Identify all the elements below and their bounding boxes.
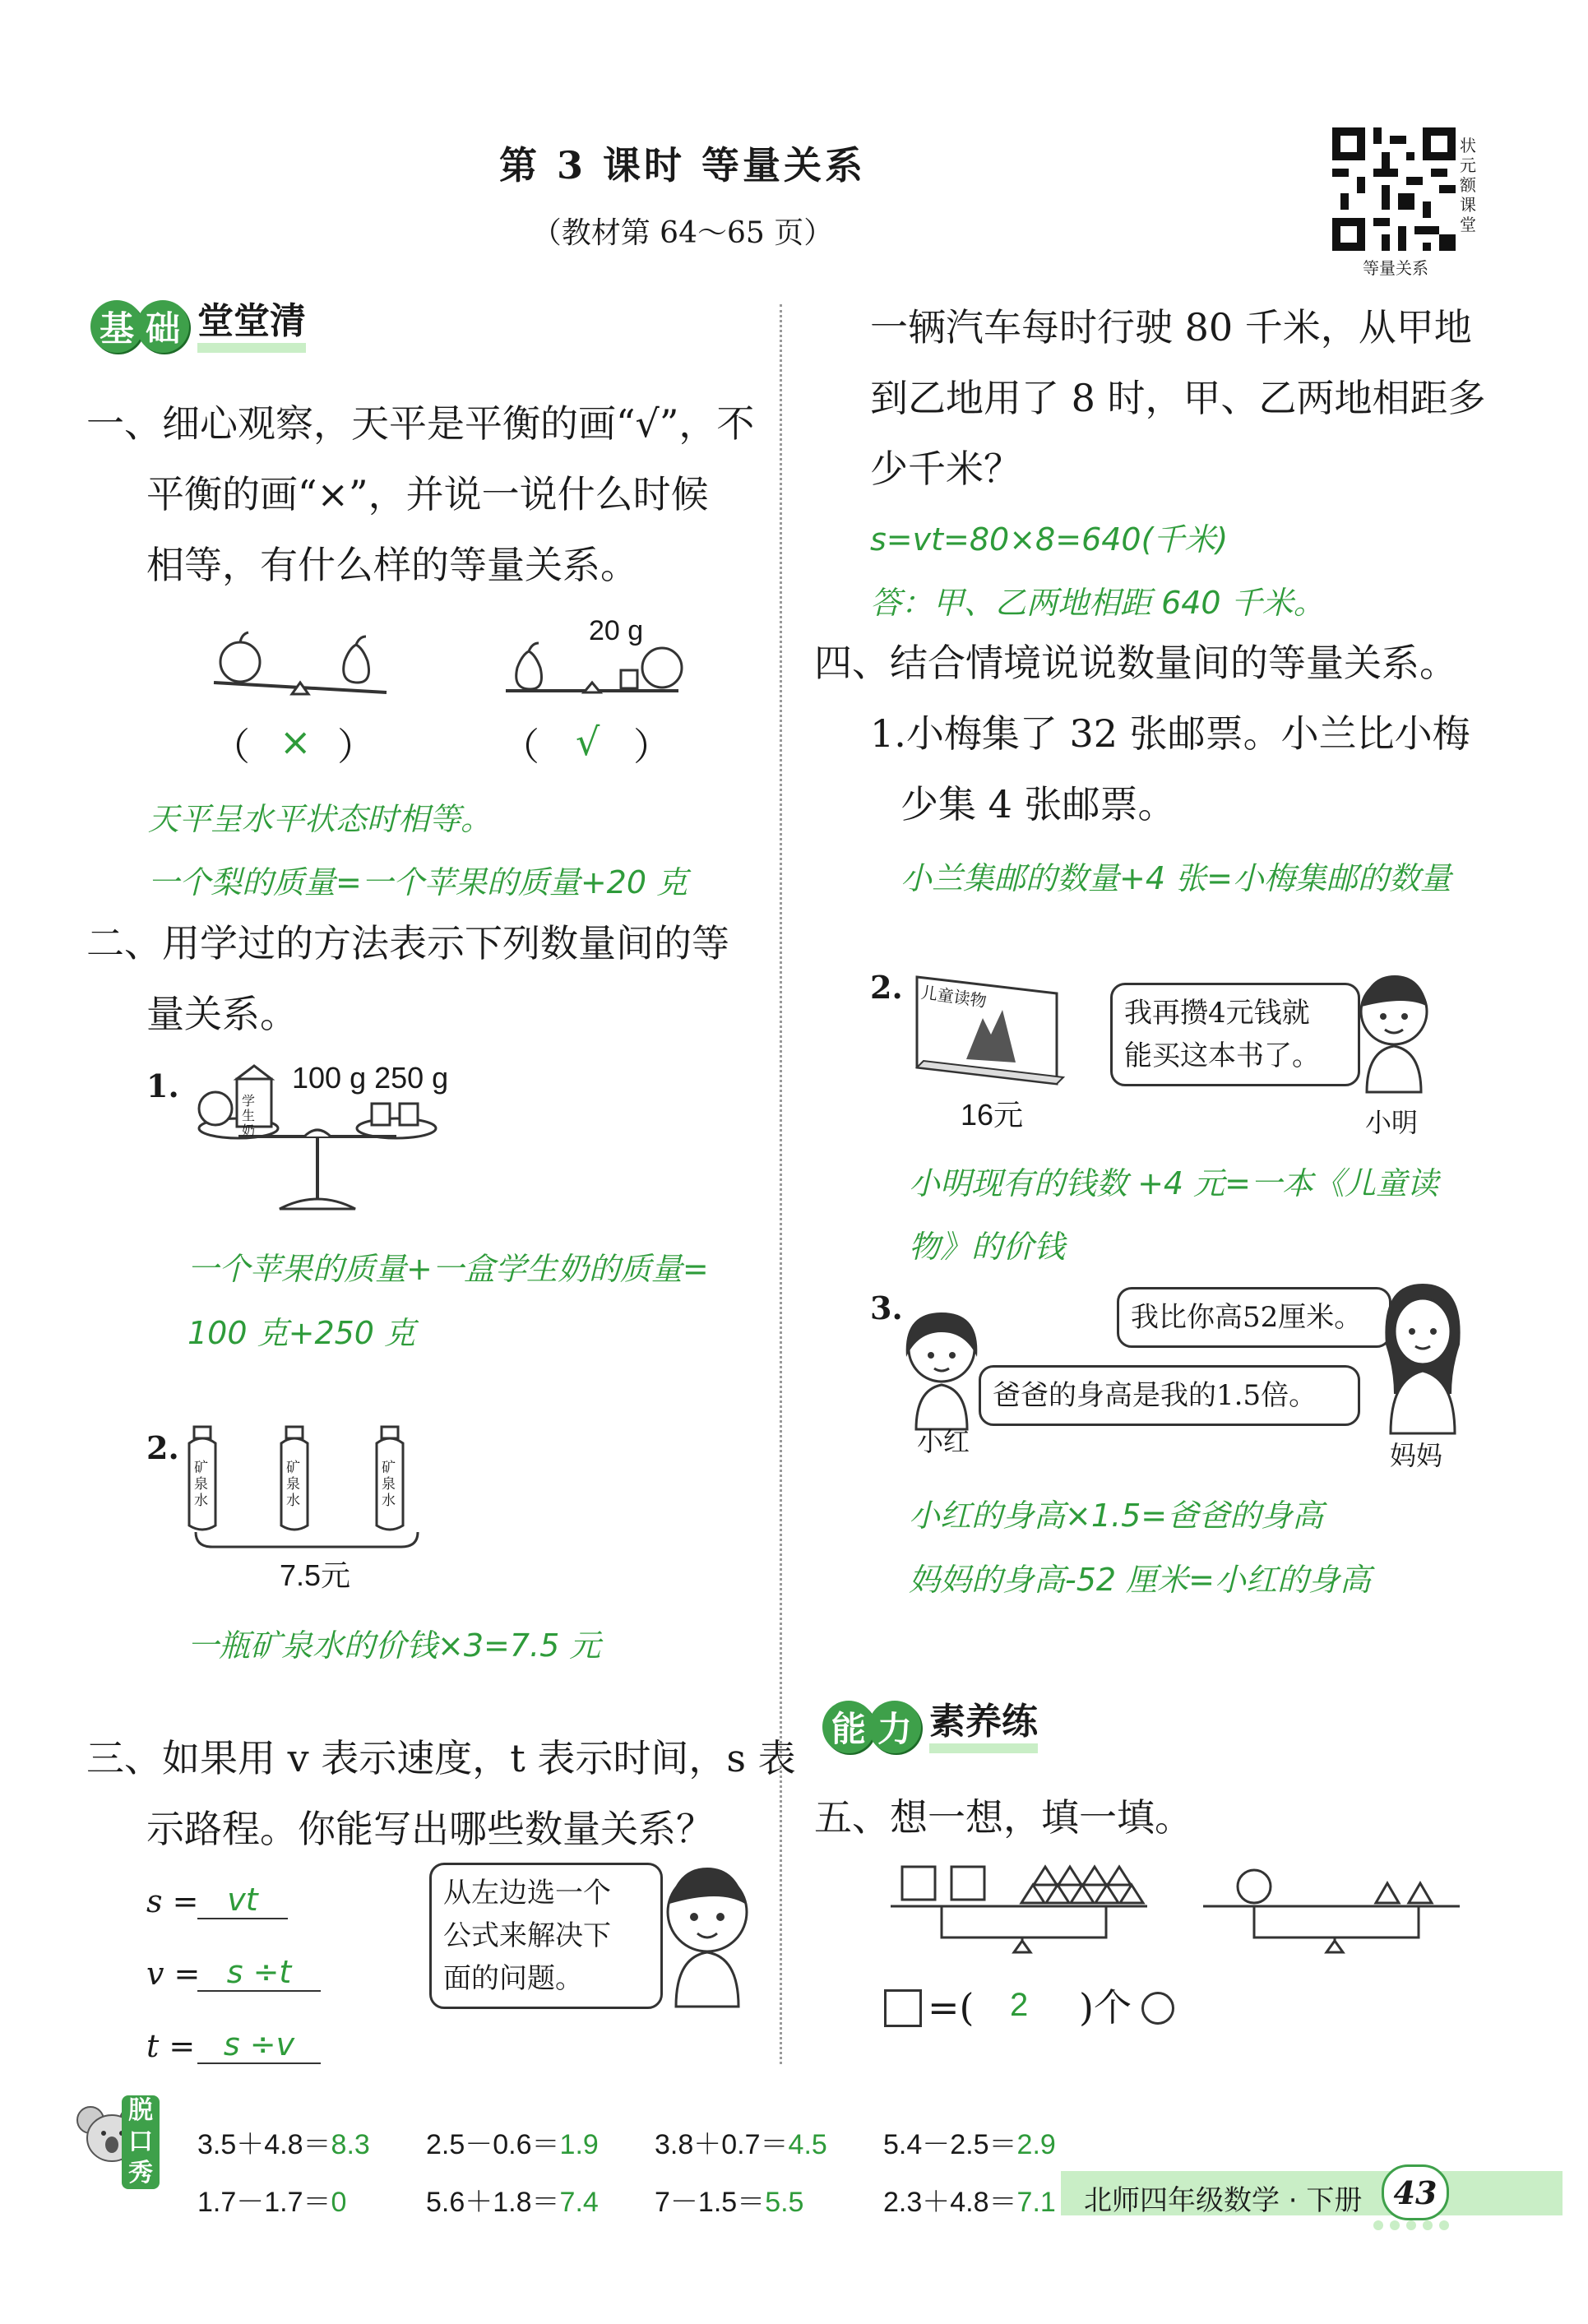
label-char: 口 (128, 2127, 153, 2156)
formula-t-blank[interactable] (197, 2026, 321, 2064)
section-badge-ability (822, 1701, 1038, 1753)
label-char: 秀 (128, 2159, 153, 2187)
xiaohong-character (896, 1308, 987, 1434)
speech-bubble-mom (1117, 1287, 1391, 1348)
bubble-line: 能买这本书了。 (1124, 1039, 1320, 1072)
mom-name: 妈妈 (1390, 1440, 1443, 1471)
equation-answer: 2 (1010, 1987, 1029, 2023)
circle-symbol (1141, 1992, 1174, 2025)
answer-check: √ (576, 720, 600, 764)
q2-part1-answer: 100 克+250 克 (188, 1315, 416, 1351)
oral-practice-label (122, 2095, 160, 2189)
oral-calc-item (197, 2179, 426, 2220)
mom-character (1369, 1279, 1476, 1438)
textbook-reference: （教材第 64～65 页） (531, 216, 834, 250)
speech-bubble-hint (429, 1863, 663, 2009)
equation-open: =( (928, 1985, 975, 2030)
bubble-line: 我再攒4元钱就 (1124, 997, 1310, 1030)
label-char: 脱 (128, 2096, 153, 2125)
q4-part1-line: 少集 4 张邮票。 (900, 782, 1176, 826)
q3-line: 示路程。你能写出哪些数量关系？ (146, 1807, 714, 1851)
q3b-line: 一辆汽车每时行驶 80 千米，从甲地 (870, 305, 1472, 350)
balance-scale-apple-pear (206, 625, 403, 711)
bottle-label: 矿泉水 (382, 1460, 396, 1509)
oral-calc-item (655, 2122, 883, 2162)
formula-v-answer: s ÷t (226, 1954, 292, 1990)
formula-t-label: t = (146, 2028, 196, 2064)
badge-char: 能 (822, 1701, 875, 1753)
weight-label-20g: 20 g (589, 615, 644, 646)
calc-expression: 7－1.5＝ (655, 2187, 766, 2218)
bubble-line: 我比你高52厘米。 (1131, 1301, 1363, 1334)
formula-v-label: v = (146, 1956, 201, 1992)
q1-answer-line: 一个梨的质量=一个苹果的质量+20 克 (148, 864, 688, 900)
oral-calc-item (426, 2122, 655, 2162)
qr-caption: 等量关系 (1363, 258, 1428, 278)
oral-calc-row-1 (197, 2122, 1112, 2162)
q3b-line: 少千米？ (870, 447, 1021, 491)
calc-result: 5.5 (765, 2187, 804, 2218)
calc-expression: 2.5－0.6＝ (426, 2129, 560, 2160)
dot (1373, 2220, 1383, 2230)
footer-dots (1373, 2220, 1449, 2230)
square-symbol (884, 1989, 922, 2027)
book-name: 北师四年级数学 · 下册 (1084, 2184, 1363, 2217)
calc-result: 2.9 (1016, 2129, 1056, 2160)
q2-part1-number: 1. (146, 1067, 179, 1104)
oral-calc-row-2 (197, 2179, 1112, 2220)
q2-part2-number: 2. (146, 1429, 179, 1466)
formula-s-label: s = (146, 1883, 199, 1919)
calc-result: 8.3 (331, 2129, 370, 2160)
dot (1390, 2220, 1400, 2230)
q4-part3-answer: 小红的身高×1.5=爸爸的身高 (909, 1498, 1324, 1534)
calc-expression: 2.3＋4.8＝ (883, 2187, 1017, 2218)
milk-box-label: 学生奶 (242, 1093, 256, 1138)
q5-title: 五、想一想，填一填。 (814, 1795, 1192, 1840)
q1-line: 平衡的画“×”，并说一说什么时候 (146, 472, 709, 516)
xiaoming-name: 小明 (1365, 1107, 1419, 1138)
dot (1423, 2220, 1433, 2230)
q2-line: 二、用学过的方法表示下列数量间的等 (86, 921, 729, 965)
formula-t-answer: s ÷v (223, 2026, 295, 2062)
speech-bubble-xiaohong (979, 1365, 1360, 1426)
calc-result: 7.1 (1016, 2187, 1056, 2218)
badge-char: 基 (90, 300, 143, 353)
badge-char: 力 (868, 1701, 921, 1753)
q3b-answer: s=vt=80×8=640(千米) (870, 521, 1229, 558)
section-badge-basic (90, 300, 306, 353)
formula-v-blank[interactable] (197, 1954, 321, 1992)
calc-result: 4.5 (788, 2129, 827, 2160)
badge-text: 堂堂清 (197, 300, 306, 353)
q3b-line: 到乙地用了 8 时，甲、乙两地相距多 (870, 376, 1486, 420)
bubble-line: 爸爸的身高是我的1.5倍。 (993, 1379, 1317, 1412)
q2-part2-answer: 一瓶矿泉水的价钱×3=7.5 元 (188, 1627, 601, 1664)
q2-part1-answer: 一个苹果的质量+一盒学生奶的质量= (188, 1251, 709, 1287)
paren-open: （ (502, 725, 539, 769)
q4-part2-answer: 物》的价钱 (909, 1229, 1066, 1265)
calc-expression: 3.8＋0.7＝ (655, 2129, 789, 2160)
q4-part2-answer: 小明现有的钱数 +4 元=一本《儿童读 (909, 1165, 1439, 1201)
formula-s-blank[interactable] (197, 1882, 288, 1919)
q1-line: 相等，有什么样的等量关系。 (146, 543, 638, 587)
balance-squares-triangles (884, 1860, 1155, 1979)
badge-text: 素养练 (929, 1701, 1038, 1753)
column-divider (780, 304, 782, 2064)
q4-title: 四、结合情境说说数量间的等量关系。 (814, 641, 1457, 685)
paren-close: ） (337, 725, 375, 769)
q3-line: 三、如果用 v 表示速度，t 表示时间，s 表 (86, 1736, 796, 1780)
dot (1439, 2220, 1449, 2230)
bubble-line: 公式来解决下 (443, 1919, 611, 1952)
balance-scale-apple-milk (181, 1061, 461, 1229)
oral-calc-item (197, 2122, 426, 2162)
calc-expression: 1.7－1.7＝ (197, 2187, 331, 2218)
bottle-label: 矿泉水 (286, 1460, 300, 1509)
answer-cross: × (280, 720, 312, 764)
bottle-label: 矿泉水 (194, 1460, 208, 1509)
page-title: 第 3 课时 等量关系 (498, 143, 867, 187)
q2-line: 量关系。 (146, 992, 298, 1036)
calc-result: 7.4 (559, 2187, 599, 2218)
book-title: 儿童读物 (919, 982, 988, 1012)
calc-result: 0 (331, 2187, 347, 2218)
balance-circle-triangles (1197, 1860, 1468, 1979)
qr-side-label: 状元额课堂 (1460, 136, 1476, 234)
paren-open: （ (212, 725, 250, 769)
paren-close: ） (633, 725, 671, 769)
q1-answer-line: 天平呈水平状态时相等。 (148, 801, 493, 837)
q4-part1-answer: 小兰集邮的数量+4 张=小梅集邮的数量 (900, 860, 1451, 896)
calc-expression: 5.6＋1.8＝ (426, 2187, 560, 2218)
book-price: 16元 (961, 1098, 1024, 1132)
bottles-price: 7.5元 (280, 1558, 351, 1592)
calc-result: 1.9 (559, 2129, 599, 2160)
badge-char: 础 (137, 300, 189, 353)
boy-character (658, 1863, 757, 2014)
q4-part1-line: 1.小梅集了 32 张邮票。小兰比小梅 (870, 711, 1470, 756)
equation-close: )个 (1079, 1985, 1132, 2030)
weights-label: 100 g 250 g (292, 1061, 449, 1095)
oral-calc-item (655, 2179, 883, 2220)
calc-expression: 3.5＋4.8＝ (197, 2129, 331, 2160)
page-number: 43 (1382, 2164, 1449, 2220)
q3b-answer: 答：甲、乙两地相距 640 千米。 (870, 585, 1325, 621)
speech-bubble-xiaoming (1110, 983, 1360, 1086)
xiaoming-character (1349, 970, 1439, 1097)
oral-calc-item (426, 2179, 655, 2220)
qr-code[interactable] (1332, 127, 1456, 251)
xiaohong-name: 小红 (917, 1426, 970, 1457)
dot (1406, 2220, 1416, 2230)
three-water-bottles (181, 1419, 444, 1553)
oral-calc-item (883, 2122, 1112, 2162)
q4-part2-number: 2. (870, 969, 903, 1006)
bubble-line: 从左边选一个 (443, 1877, 611, 1910)
q1-line: 一、细心观察，天平是平衡的画“√”，不 (86, 401, 755, 446)
bubble-line: 面的问题。 (443, 1962, 583, 1995)
formula-s-answer: vt (227, 1882, 258, 1918)
q4-part3-number: 3. (870, 1289, 903, 1326)
q4-part3-answer: 妈妈的身高-52 厘米=小红的身高 (909, 1562, 1371, 1598)
calc-expression: 5.4－2.5＝ (883, 2129, 1017, 2160)
